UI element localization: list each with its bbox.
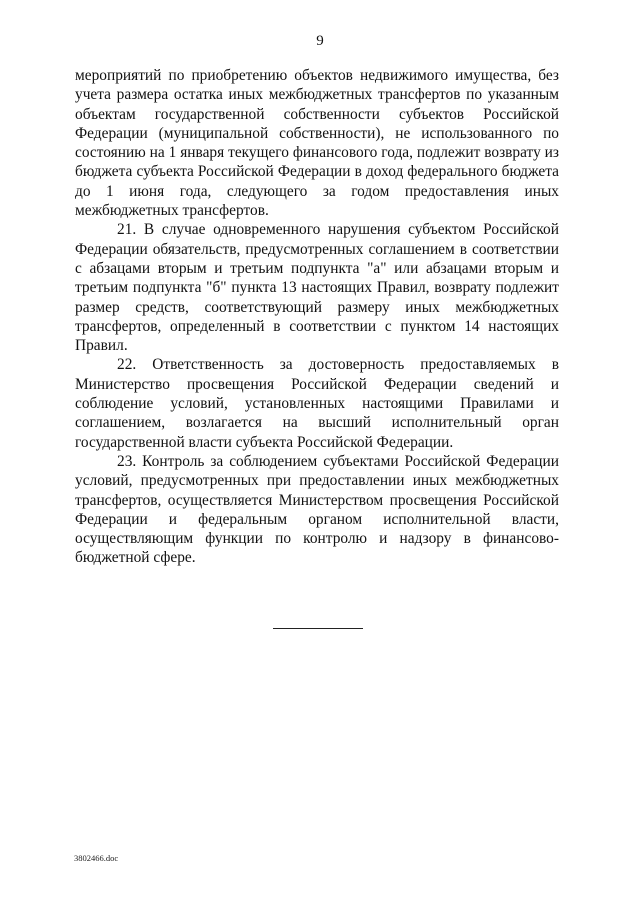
paragraph-23: 23. Контроль за соблюдением субъектами Российской Федерации условий, предусмотренных при предоставлении иных межбюджетных трансфертов, осуществляется Министерством просвещения Российской Федерации и федеральным органом исполнительной власти, осуществляющим функции по контролю и надзору в финансово-бюджетной сфере. (75, 452, 559, 567)
page-number: 9 (316, 33, 324, 49)
paragraph-21: 21. В случае одновременного нарушения субъектом Российской Федерации обязательств, предусмотренных соглашением в соответствии с абзацами вторым и третьим подпункта "а" или абзацами вторым и третьим подпункта "б" пункта 13 настоящих Правил, возврату подлежит размер средств, соответствующий размеру иных межбюджетных трансфертов, определенный в соответствии с пунктом 14 настоящих Правил. (75, 221, 559, 355)
footer-filename: 3802466.doc (74, 853, 119, 863)
paragraph-22: 22. Ответственность за достоверность предоставляемых в Министерство просвещения Российской Федерации сведений и соблюдение условий, установленных настоящими Правилами и соглашением, возлагается на высший исполнительный орган государственной власти субъекта Российской Федерации. (75, 356, 559, 451)
document-body (75, 66, 559, 568)
paragraph-continuation: мероприятий по приобретению объектов недвижимого имущества, без учета размера остатка иных межбюджетных трансфертов по указанным объектам государственной собственности субъектов Российской Федерации (муниципальной собственности), не использованного по состоянию на 1 января текущего финансового года, подлежит возврату из бюджета субъекта Российской Федерации в доход федерального бюджета до 1 июня года, следующего за годом предоставления иных межбюджетных трансфертов. (75, 67, 559, 220)
end-of-document-rule (273, 628, 363, 629)
